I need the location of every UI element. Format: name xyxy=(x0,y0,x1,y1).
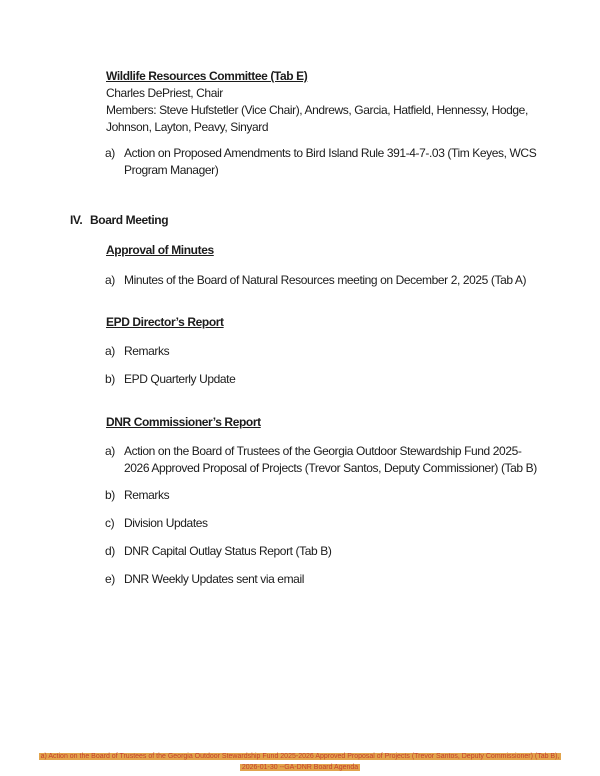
committee-heading: Wildlife Resources Committee (Tab E) xyxy=(106,69,308,83)
agenda-item-dnr-d xyxy=(105,543,540,560)
bottom-annotation xyxy=(0,751,600,773)
annotation-line2: 2026-01-30 --GA-DNR Board Agenda xyxy=(241,764,359,771)
agenda-item-text: DNR Weekly Updates sent via email xyxy=(124,572,304,586)
agenda-item-label: a) xyxy=(105,344,115,358)
agenda-item-text xyxy=(124,443,540,477)
agenda-item-dnr-c xyxy=(105,515,540,532)
committee-members-line1: Members: Steve Hufstetler (Vice Chair), Andrews, Garcia, Hatfield, Hennessy, Hodge, xyxy=(106,103,528,117)
agenda-item-line1: Action on Proposed Amendments to Bird Island Rule 391-4-7-.03 (Tim Keyes, WCS xyxy=(124,146,537,160)
agenda-item-line1: Action on the Board of Trustees of the Georgia Outdoor Stewardship Fund 2025- xyxy=(124,444,522,458)
agenda-item-text: EPD Quarterly Update xyxy=(124,372,236,386)
epd-report-heading: EPD Director’s Report xyxy=(106,315,224,329)
agenda-item-committee-a xyxy=(105,145,540,179)
dnr-report-heading: DNR Commissioner’s Report xyxy=(106,415,261,429)
agenda-item-line2: Program Manager) xyxy=(124,163,219,177)
committee-members-line2: Johnson, Layton, Peavy, Sinyard xyxy=(106,120,269,134)
agenda-item-epd-a xyxy=(105,343,540,360)
agenda-item-label: a) xyxy=(105,273,115,287)
approval-of-minutes-heading: Approval of Minutes xyxy=(106,243,214,257)
agenda-item-label: e) xyxy=(105,572,115,586)
agenda-item-text: Remarks xyxy=(124,488,170,502)
agenda-item-text: Remarks xyxy=(124,344,170,358)
agenda-item-dnr-a xyxy=(105,443,540,477)
committee-chair: Charles DePriest, Chair xyxy=(106,86,223,100)
agenda-item-text: DNR Capital Outlay Status Report (Tab B) xyxy=(124,544,332,558)
agenda-item-label: a) xyxy=(105,146,115,160)
agenda-item-text xyxy=(124,145,540,179)
agenda-item-line2: 2026 Approved Proposal of Projects (Trevor Santos, Deputy Commissioner) (Tab B) xyxy=(124,461,537,475)
section-board-meeting xyxy=(70,212,168,229)
agenda-item-approval-a xyxy=(105,272,540,289)
agenda-item-dnr-e xyxy=(105,571,540,588)
agenda-item-text: Division Updates xyxy=(124,516,208,530)
section-numeral: IV. xyxy=(70,213,83,227)
agenda-item-epd-b xyxy=(105,371,540,388)
agenda-item-text: Minutes of the Board of Natural Resources meeting on December 2, 2025 (Tab A) xyxy=(124,273,527,287)
agenda-item-label: a) xyxy=(105,444,115,458)
agenda-item-label: c) xyxy=(105,516,115,530)
agenda-item-label: d) xyxy=(105,544,115,558)
agenda-item-label: b) xyxy=(105,372,115,386)
agenda-item-label: b) xyxy=(105,488,115,502)
agenda-item-dnr-b xyxy=(105,487,540,504)
annotation-line1: a) Action on the Board of Trustees of the Georgia Outdoor Stewardship Fund 2025-2026 Approved Proposal of Projects (Trevor Santos, Deputy Commissioner) (Tab B), xyxy=(40,753,560,760)
section-title: Board Meeting xyxy=(90,213,169,227)
